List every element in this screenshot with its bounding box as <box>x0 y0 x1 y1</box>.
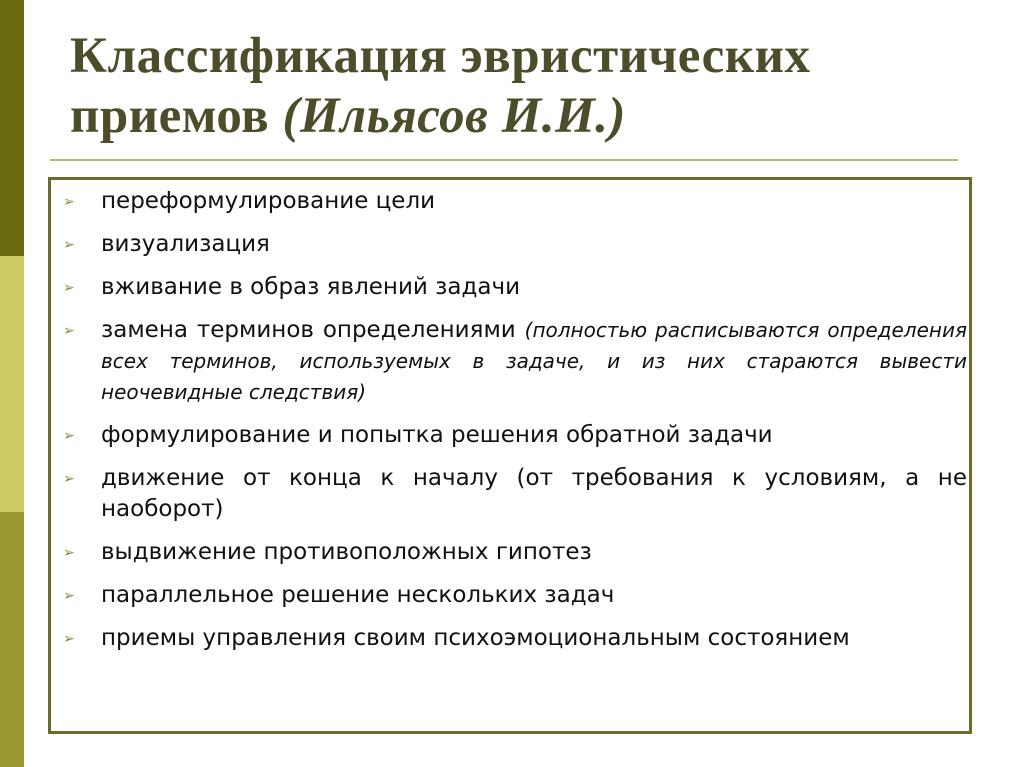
bullet-arrow-icon: ➢ <box>63 428 75 444</box>
content-box <box>48 177 972 734</box>
list-item <box>63 537 967 568</box>
bullet-arrow-icon: ➢ <box>63 471 75 487</box>
list-item <box>63 580 967 611</box>
bullet-arrow-icon: ➢ <box>63 631 75 647</box>
title-line-1: Классификация эвристических <box>70 28 811 84</box>
title-author: (Ильясов И.И.) <box>282 88 626 144</box>
list-item-text: вживание в образ явлений задачи <box>101 274 521 300</box>
list-item-text: движение от конца к началу (от требования к условиям, а не наоборот) <box>101 465 967 522</box>
list-item-text: параллельное решение нескольких задач <box>101 582 615 608</box>
bullet-arrow-icon: ➢ <box>63 280 75 296</box>
list-item-note: (полностью расписываются определения всех терминов, используемых в задаче, и из них стараются вывести неочевидные следствия) <box>101 318 968 404</box>
list-item <box>63 420 967 451</box>
sidebar-accent-middle <box>0 256 24 512</box>
list-item <box>63 186 967 217</box>
list-item-text: переформулирование цели <box>101 188 436 214</box>
bullet-arrow-icon: ➢ <box>63 194 75 210</box>
list-item-text: замена терминов определениями <box>101 317 525 343</box>
list-item <box>63 623 967 654</box>
list-item-text: формулирование и попытка решения обратной задачи <box>101 422 773 448</box>
title-line-2: приемов <box>70 88 283 144</box>
bullet-arrow-icon: ➢ <box>63 237 75 253</box>
technique-list <box>63 186 967 666</box>
bullet-arrow-icon: ➢ <box>63 323 75 339</box>
sidebar-accent-bottom <box>0 512 24 767</box>
bullet-arrow-icon: ➢ <box>63 545 75 561</box>
list-item <box>63 229 967 260</box>
bullet-arrow-icon: ➢ <box>63 588 75 604</box>
sidebar-accent-top <box>0 0 24 256</box>
title-divider <box>50 159 958 161</box>
list-item-text: выдвижение противоположных гипотез <box>101 539 592 565</box>
slide-title <box>70 26 990 146</box>
list-item-text: визуализация <box>101 231 270 257</box>
list-item <box>63 272 967 303</box>
list-item <box>63 463 967 525</box>
list-item-text: приемы управления своим психоэмоциональным состоянием <box>101 625 850 651</box>
list-item <box>63 315 967 408</box>
